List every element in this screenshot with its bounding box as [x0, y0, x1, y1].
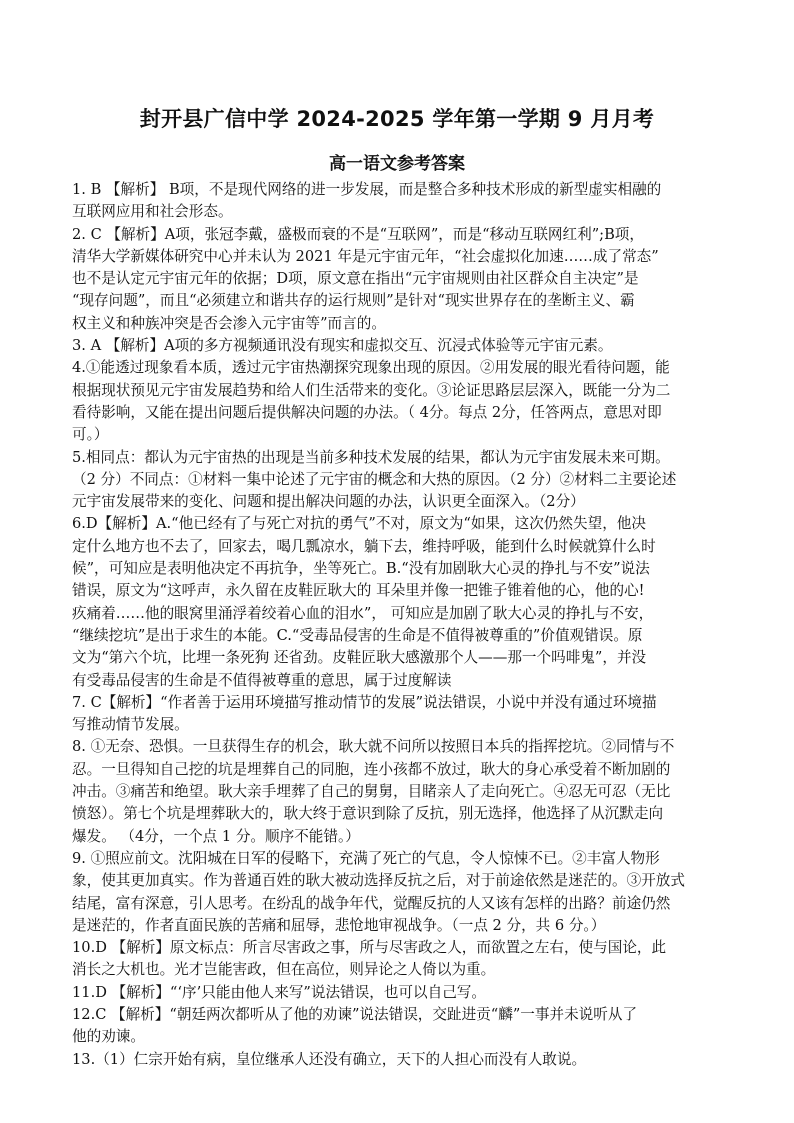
- page-title: 封开县广信中学 2024-2025 学年第一学期 9 月月考: [139, 107, 655, 131]
- page-subtitle: 高一语文参考答案: [329, 154, 465, 174]
- text-line: 是迷茫的，作者直面民族的苦痛和屈辱，悲怆地审视战争。（一点 2 分，共 6 分。）: [72, 916, 606, 934]
- text-line: 写推动情节发展。: [72, 716, 189, 734]
- text-line: 6.D【解析】A.“他已经有了与死亡对抗的勇气”不对，原文为“如果，这次仍然失望，他决: [72, 515, 646, 533]
- text-line: 愤怒）。第七个坑是埋葬耿大的，耿大终于意识到除了反抗，别无选择，他选择了从沉默走向: [72, 805, 664, 823]
- text-line: （2 分）不同点：①材料一集中论述了元宇宙的概念和大热的原因。（2 分）②材料二主要论述: [72, 470, 677, 488]
- text-line: 元宇宙发展带来的变化、问题和提出解决问题的办法，认识更全面深入。（2分）: [72, 493, 585, 511]
- text-line: 1. B 【解析】 B项，不是现代网络的进一步发展，而是整合多种技术形成的新型虚实相融的: [72, 181, 662, 198]
- text-line: 13.（1）仁宗开始有病，皇位继承人还没有确立，天下的人担心而没有人敢说。: [72, 1050, 587, 1068]
- text-line: 12.C 【解析】“朝廷两次都听从了他的劝谏”说法错误，交趾进贡“麟”一事并未说听从了: [72, 1005, 638, 1023]
- text-line: 8. ①无奈、恐惧。一旦获得生存的机会，耿大就不问所以按照日本兵的指挥挖坑。②同情与不: [72, 738, 675, 756]
- text-line: 疚痛着……他的眼窝里涌浮着绞着心血的泪水”， 可知应是加剧了耿大心灵的挣扎与不安，: [72, 604, 654, 622]
- text-line: “现存问题”，而且“必须建立和谐共存的运行规则”是针对“现实世界存在的垄断主义、霸: [72, 292, 635, 310]
- text-line: 可。）: [72, 426, 109, 444]
- text-line: 定什么地方也不去了，回家去，喝几瓢凉水，躺下去，维持呼吸，能到什么时候就算什么时: [72, 537, 656, 555]
- answer-body: [72, 179, 732, 1071]
- text-line: 爆发。 （4分，一个点 1 分。顺序不能错。）: [72, 827, 360, 845]
- text-line: 根据现状预见元宇宙发展趋势和给人们生活带来的变化。③论证思路层层深入，既能一分为二: [72, 381, 671, 399]
- text-line: 结尾，富有深意，引人思考。在纷乱的战争年代，觉醒反抗的人又该有怎样的出路？前途仍然: [72, 894, 671, 912]
- text-line: 11.D 【解析】“‘序’只能由他人来写”说法错误，也可以自己写。: [72, 983, 487, 1001]
- text-line: 互联网应用和社会形态。: [72, 203, 233, 221]
- text-line: 3. A 【解析】A项的多方视频通讯没有现实和虚拟交互、沉浸式体验等元宇宙元素。: [72, 337, 613, 355]
- text-line: 候”，可知应是表明他决定不再抗争，坐等死亡。B.“没有加剧耿大心灵的挣扎与不安”说法: [72, 560, 650, 578]
- text-line: 象，使其更加真实。作为普通百姓的耿大被动选择反抗之后，对于前途依然是迷茫的。③开放式: [72, 872, 685, 890]
- text-line: 忍。一旦得知自己挖的坑是埋葬自己的同胞，连小孩都不放过，耿大的身心承受着不断加剧的: [72, 760, 671, 778]
- text-line: 4.①能透过现象看本质，透过元宇宙热潮探究现象出现的原因。②用发展的眼光看待问题，能: [72, 359, 670, 377]
- text-line: 也不是认定元宇宙元年的依据；D项，原文意在指出“元宇宙规则由社区群众自主决定”是: [72, 270, 639, 288]
- text-line: 消长之大机也。光才岂能害政，但在高位，则异论之人倚以为重。: [72, 961, 496, 979]
- text-line: 文为“第六个坑，比埋一条死狗 还省劲。皮鞋匠耿大感激那个人——那一个吗啡鬼”，并没: [72, 649, 647, 667]
- text-line: 10.D 【解析】原文标点：所言尽害政之事，所与尽害政之人，而欲置之左右，使与国论，此: [72, 939, 667, 957]
- text-line: 2. C 【解析】A项，张冠李戴，盛极而衰的不是“互联网”，而是“移动互联网红利”;B项，: [72, 225, 644, 243]
- text-line: 错误，原文为“这呼声，永久留在皮鞋匠耿大的 耳朵里并像一把锥子锥着他的心，他的心!: [72, 582, 645, 600]
- text-line: 冲击。③痛苦和绝望。耿大亲手埋葬了自己的舅舅，目睹亲人了走向死亡。④忍无可忍（无比: [72, 783, 671, 801]
- text-line: 他的劝谏。: [72, 1028, 145, 1046]
- text-line: 看待影响，又能在提出问题后提供解决问题的办法。（ 4分。每点 2分，任答两点，意思对即: [72, 403, 662, 421]
- text-line: 清华大学新媒体研究中心并未认为 2021 年是元宇宙元年，“社会虚拟化加速……成了常态”: [72, 247, 659, 265]
- text-line: “继续挖坑”是出于求生的本能。C.“受毒品侵害的生命是不值得被尊重的”价值观错误。原: [72, 626, 643, 644]
- text-line: 有受毒品侵害的生命是不值得被尊重的意思，属于过度解读: [72, 671, 452, 689]
- text-line: 7. C【解析】“作者善于运用环境描写推动情节的发展”说法错误，小说中并没有通过环境描: [72, 693, 657, 711]
- text-line: 9. ①照应前文。沈阳城在日军的侵略下，充满了死亡的气息，令人惊悚不已。②丰富人物形: [72, 849, 660, 867]
- text-line: 5.相同点：都认为元宇宙热的出现是当前多种技术发展的结果，都认为元宇宙发展未来可期。: [72, 448, 670, 466]
- text-line: 权主义和种族冲突是否会渗入元宇宙等”而言的。: [72, 314, 386, 332]
